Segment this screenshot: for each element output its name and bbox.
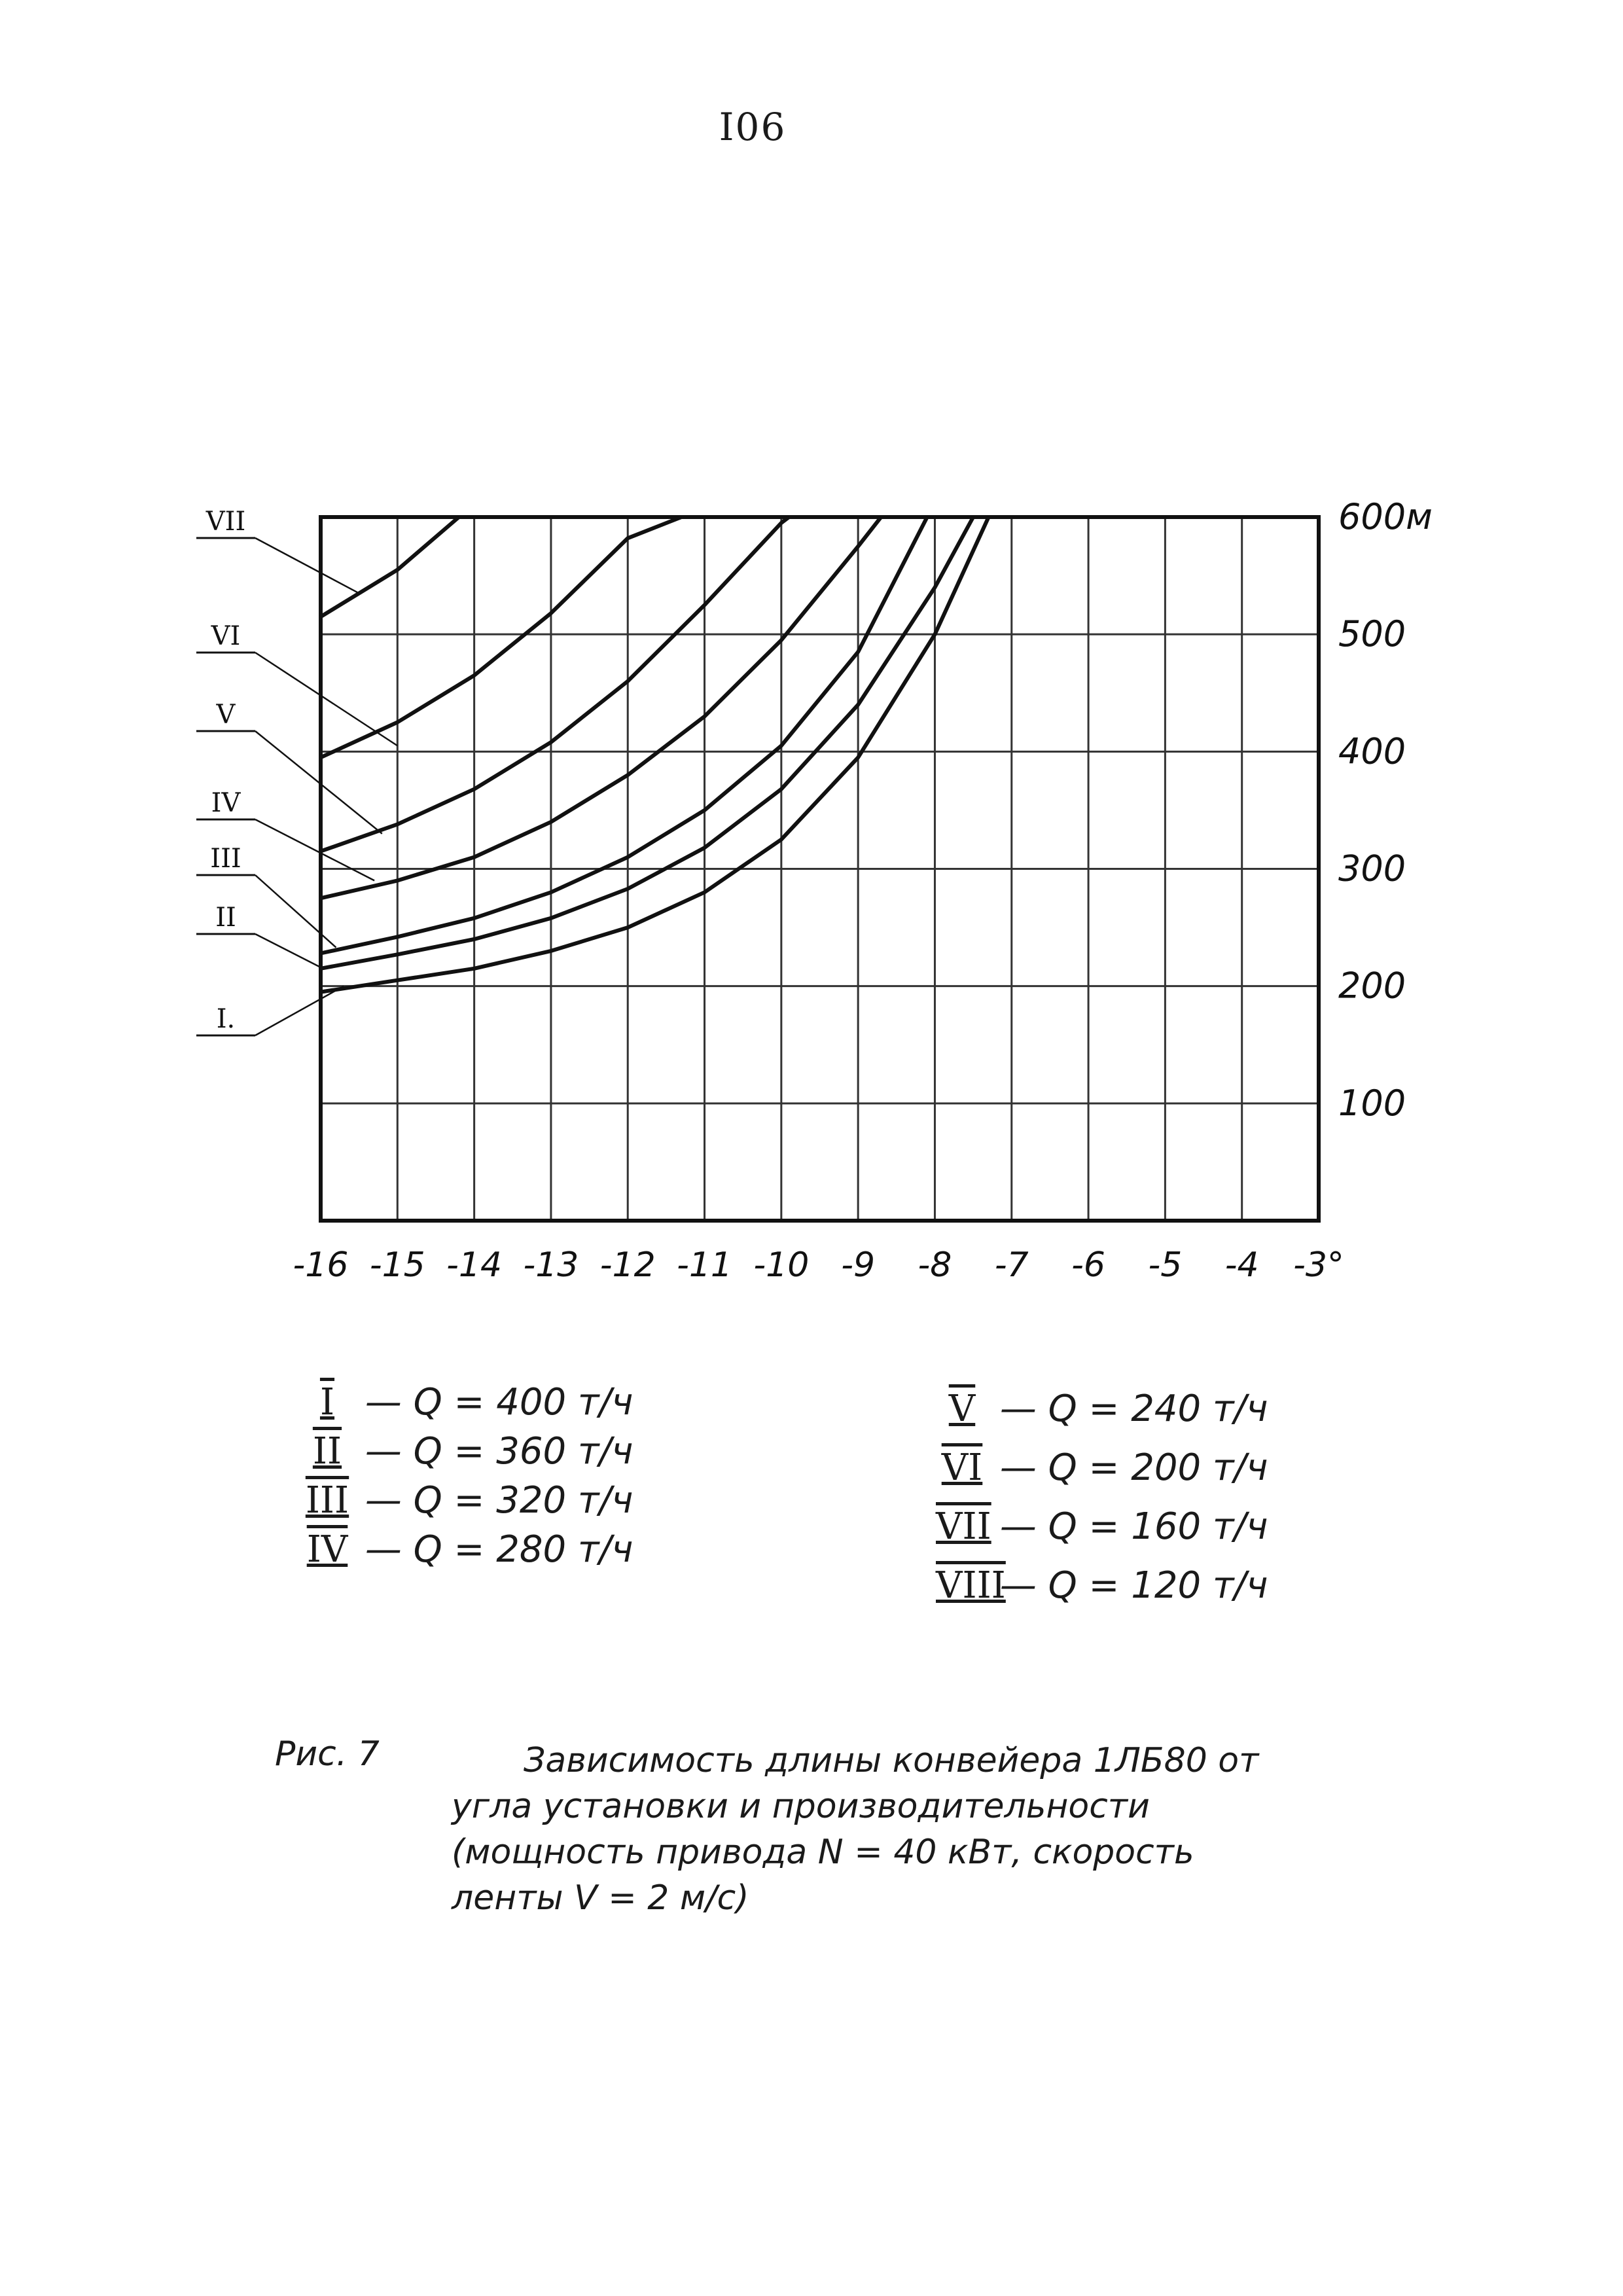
legend-text: — Q = 200 т/ч bbox=[999, 1446, 1268, 1489]
x-tick-label: -10 bbox=[753, 1246, 810, 1285]
legend-num: I bbox=[319, 1381, 335, 1424]
x-tick-label: -9 bbox=[841, 1246, 876, 1285]
legend-item-4 bbox=[301, 1528, 633, 1571]
y-tick-label: 100 bbox=[1338, 1082, 1406, 1124]
legend-item-5 bbox=[936, 1388, 1268, 1430]
page-number: I06 bbox=[719, 105, 787, 149]
x-tick-label: -11 bbox=[677, 1246, 733, 1285]
x-tick-label: -12 bbox=[599, 1246, 656, 1285]
legend-num: VII bbox=[936, 1505, 991, 1548]
series-line-v bbox=[321, 517, 789, 852]
legend-text: — Q = 280 т/ч bbox=[365, 1528, 633, 1571]
y-tick-labels bbox=[1338, 496, 1433, 1124]
curve-leader-line bbox=[255, 875, 336, 948]
curve-label-2: VI bbox=[211, 621, 241, 651]
x-tick-label: -4 bbox=[1224, 1246, 1259, 1285]
series-line-vii bbox=[321, 517, 459, 617]
curve-leader-line bbox=[255, 934, 321, 967]
caption-line-2: угла установки и производительности bbox=[452, 1787, 1150, 1826]
curve-callouts bbox=[196, 507, 397, 1035]
x-tick-label: -5 bbox=[1148, 1246, 1183, 1285]
chart-grid bbox=[321, 517, 1319, 1221]
x-tick-label: -6 bbox=[1071, 1246, 1106, 1285]
x-tick-label: -7 bbox=[994, 1246, 1029, 1285]
curve-leader-line bbox=[255, 538, 359, 593]
caption-line-3: (мощность привода N = 40 кВт, скорость bbox=[452, 1833, 1194, 1872]
figure-label: Рис. 7 bbox=[275, 1734, 380, 1774]
curve-label-5: III bbox=[210, 844, 241, 874]
curve-leader-line bbox=[255, 819, 374, 880]
y-tick-label: 200 bbox=[1338, 965, 1406, 1007]
legend-num: VI bbox=[941, 1446, 983, 1489]
legend-num: IV bbox=[306, 1528, 348, 1571]
legend-num: V bbox=[948, 1388, 976, 1430]
curve-leader-line bbox=[255, 653, 397, 745]
series-line-iii bbox=[321, 517, 927, 954]
x-tick-label: -8 bbox=[918, 1246, 952, 1285]
curve-label-3: V bbox=[216, 700, 236, 730]
x-tick-label: -3° bbox=[1293, 1246, 1344, 1285]
curve-label-1: VII bbox=[205, 507, 246, 537]
legend-text: — Q = 120 т/ч bbox=[999, 1564, 1268, 1607]
caption-line-1: Зависимость длины конвейера 1ЛБ80 от bbox=[524, 1741, 1259, 1780]
legend-item-8 bbox=[936, 1564, 1268, 1607]
y-tick-label: 400 bbox=[1338, 730, 1406, 772]
legend-item-1 bbox=[301, 1381, 633, 1424]
caption-line-4: ленты V = 2 м/с) bbox=[452, 1878, 749, 1918]
legend-item-3 bbox=[301, 1479, 633, 1522]
legend-num: II bbox=[312, 1430, 342, 1473]
y-tick-label: 600м bbox=[1338, 496, 1433, 537]
series-line-ii bbox=[321, 517, 973, 969]
x-tick-label: -14 bbox=[446, 1246, 503, 1285]
legend-item-2 bbox=[301, 1430, 633, 1473]
curve-leader-line bbox=[255, 986, 344, 1035]
curve-leader-line bbox=[255, 731, 382, 834]
curve-label-4: IV bbox=[211, 788, 241, 818]
y-tick-label: 300 bbox=[1338, 848, 1406, 889]
legend-item-7 bbox=[936, 1505, 1268, 1548]
y-tick-label: 500 bbox=[1338, 613, 1406, 655]
series-line-iv bbox=[321, 517, 881, 898]
legend-text: — Q = 240 т/ч bbox=[999, 1388, 1268, 1430]
legend-item-6 bbox=[936, 1446, 1268, 1489]
x-tick-labels bbox=[293, 1246, 1344, 1285]
legend-text: — Q = 400 т/ч bbox=[365, 1381, 633, 1424]
legend-text: — Q = 320 т/ч bbox=[365, 1479, 633, 1522]
legend-text: — Q = 360 т/ч bbox=[365, 1430, 633, 1473]
legend-num: VIII bbox=[936, 1564, 1006, 1607]
curve-label-7: I. bbox=[216, 1004, 236, 1034]
legend-num: III bbox=[305, 1479, 349, 1522]
x-tick-label: -16 bbox=[293, 1246, 349, 1285]
chart-series bbox=[321, 517, 989, 992]
x-tick-label: -13 bbox=[523, 1246, 579, 1285]
x-tick-label: -15 bbox=[369, 1246, 425, 1285]
legend-text: — Q = 160 т/ч bbox=[999, 1505, 1268, 1548]
curve-label-6: II bbox=[215, 903, 236, 933]
